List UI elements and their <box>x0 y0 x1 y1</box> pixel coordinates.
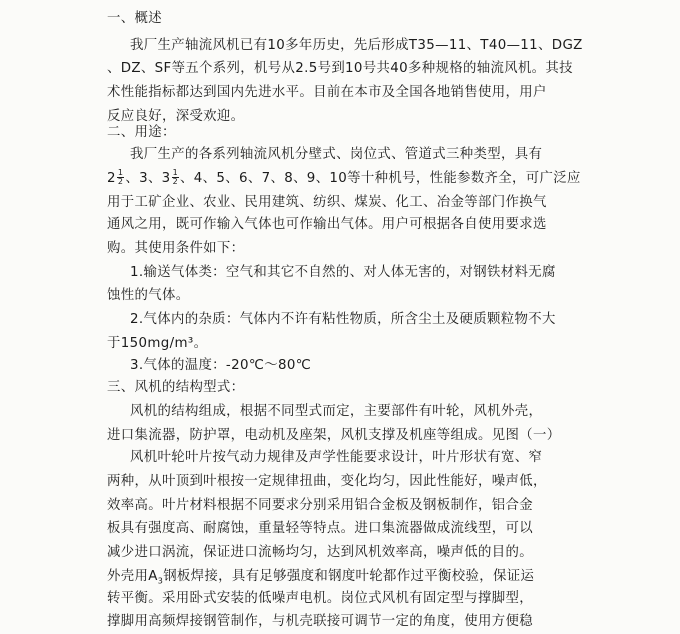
paragraph-line: 风机叶轮叶片按气动力规律及声学性能要求设计，叶片形状有宽、窄 <box>130 450 543 466</box>
fraction-denominator: 2 <box>117 177 124 187</box>
fraction-denominator: 2 <box>172 177 179 187</box>
paragraph-line: 效率高。叶片材料根据不同要求分别采用铝合金板及钢板制作，铝合金 <box>107 497 533 513</box>
paragraph-line-material <box>107 567 534 587</box>
section-heading-overview: 一、概述 <box>107 11 162 26</box>
text-segment: 、4、5、6、7、8、9、10等十种机号，性能参数齐全，可广泛应 <box>180 170 581 186</box>
condition-item-impurities: 2.气体内的杂质：气体内不许有粘性物质，所含尘土及硬质颗粒物不大 <box>130 312 556 327</box>
subscript: 3 <box>157 576 164 586</box>
paragraph-line: 我厂生产的各系列轴流风机分壁式、岗位式、管道式三种类型，具有 <box>130 147 543 163</box>
paragraph-line: 通风之用，既可作输入气体也可作输出气体。用户可根据各自使用要求选 <box>107 217 547 233</box>
text-segment: 外壳用A <box>107 568 158 584</box>
fraction-half <box>117 169 124 186</box>
paragraph-line: 购。其使用条件如下： <box>107 240 245 256</box>
paragraph-line: 撑脚用高频焊接钢管制作，与机壳联接可调节一定的角度，使用方便稳 <box>107 614 533 629</box>
paragraph-line: 转平衡。采用卧式安装的低噪声电机。岗位式风机有固定型与撑脚型， <box>107 591 533 607</box>
paragraph-line: 蚀性的气体。 <box>107 288 190 304</box>
fraction-numerator: 1 <box>117 168 124 178</box>
paragraph-line: 进口集流器，防护罩，电动机及座架，风机支撑及机座等组成。见图（一） <box>107 427 561 443</box>
text-segment: 、3、3 <box>125 170 171 186</box>
section-heading-usage: 二、用途： <box>107 124 176 140</box>
paragraph-line: 两种，从叶顶到叶根按一定规律扭曲，变化均匀，因此性能好，噪声低， <box>107 473 547 489</box>
fraction-half <box>172 169 179 186</box>
condition-item-temperature: 3.气体的温度：-20℃～80℃ <box>130 358 312 374</box>
text-segment: 钢板焊接，具有足够强度和钢度叶轮都作过平衡校验，保证运 <box>163 568 535 584</box>
paragraph-line: 反应良好，深受欢迎。 <box>107 108 245 124</box>
paragraph-line: 风机的结构组成，根据不同型式而定，主要部件有叶轮，风机外壳， <box>130 403 543 419</box>
fraction-numerator: 1 <box>172 168 179 178</box>
paragraph-line: 板具有强度高、耐腐蚀，重量轻等特点。进口集流器做成流线型，可以 <box>107 521 533 537</box>
paragraph-line: 我厂生产轴流风机已有10多年历史，先后形成T35—11、T40—11、DGZ <box>130 37 583 53</box>
text-segment: 2 <box>107 170 116 186</box>
paragraph-line: 减少进口涡流，保证进口流畅均匀，达到风机效率高，噪声低的目的。 <box>107 544 533 560</box>
paragraph-line: 、DZ、SF等五个系列，机号从2.5号到10号共40多种规格的轴流风机。其技 <box>107 61 573 77</box>
paragraph-line: 用于工矿企业、农业、民用建筑、纺织、煤炭、化工、冶金等部门作换气 <box>107 194 547 210</box>
paragraph-line-machine-numbers <box>107 169 581 189</box>
condition-item-gas-type: 1.输送气体类：空气和其它不自然的、对人体无害的，对钢铁材料无腐 <box>130 264 556 280</box>
paragraph-line: 于150mg/m³。 <box>107 335 208 351</box>
section-heading-structure: 三、风机的结构型式： <box>107 380 245 396</box>
paragraph-line: 术性能指标都达到国内先进水平。目前在本市及全国各地销售使用，用户 <box>107 85 547 100</box>
